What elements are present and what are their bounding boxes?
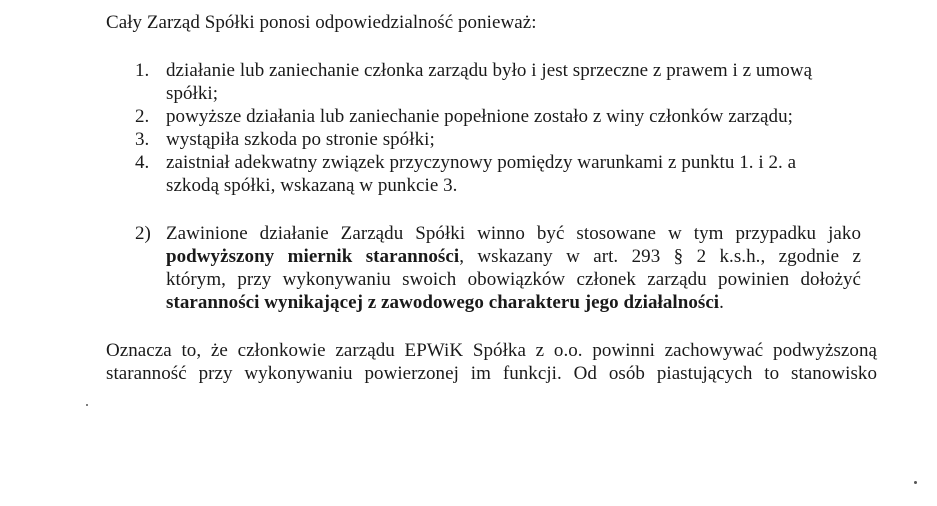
paragraph-line xyxy=(166,246,861,268)
list-item-number: 2. xyxy=(135,106,150,127)
paragraph-line: staranność przy wykonywaniu powierzonej im funkcji. Od osób piastujących to stanowisko xyxy=(106,363,877,384)
paragraph-text: , wskazany w art. 293 § 2 k.s.h., zgodnie z xyxy=(459,246,862,267)
intro-text: Cały Zarząd Spółki ponosi odpowiedzialność ponieważ: xyxy=(106,12,537,33)
paragraph-line xyxy=(166,292,724,314)
list-item-text: wystąpiła szkoda po stronie spółki; xyxy=(166,129,435,150)
list-item-number: 4. xyxy=(135,152,150,173)
list-item-text: spółki; xyxy=(166,83,219,104)
paragraph-line: Oznacza to, że członkowie zarządu EPWiK Spółka z o.o. powinni zachowywać podwyższoną xyxy=(106,340,877,361)
point-marker: 2) xyxy=(135,223,151,244)
list-item-text: działanie lub zaniechanie członka zarządu było i jest sprzeczne z prawem i z umową xyxy=(166,60,813,81)
bold-phrase: staranności wynikającej z zawodowego charakteru jego działalności xyxy=(166,292,720,313)
bold-phrase: podwyższony miernik staranności xyxy=(166,246,460,267)
paragraph-text: . xyxy=(719,292,724,313)
list-item-text: zaistniał adekwatny związek przyczynowy pomiędzy warunkami z punktu 1. i 2. a xyxy=(166,152,797,173)
list-item-number: 3. xyxy=(135,129,150,150)
list-item-number: 1. xyxy=(135,60,150,81)
list-item-text: powyższe działania lub zaniechanie popełnione zostało z winy członków zarządu; xyxy=(166,106,793,127)
paragraph-line: Zawinione działanie Zarządu Spółki winno być stosowane w tym przypadku jako xyxy=(166,223,861,244)
list-item-text: szkodą spółki, wskazaną w punkcie 3. xyxy=(166,175,458,196)
scan-speck xyxy=(914,481,917,484)
paragraph-line: którym, przy wykonywaniu swoich obowiązków członek zarządu powinien dołożyć xyxy=(166,269,861,290)
scan-speck xyxy=(86,404,88,406)
